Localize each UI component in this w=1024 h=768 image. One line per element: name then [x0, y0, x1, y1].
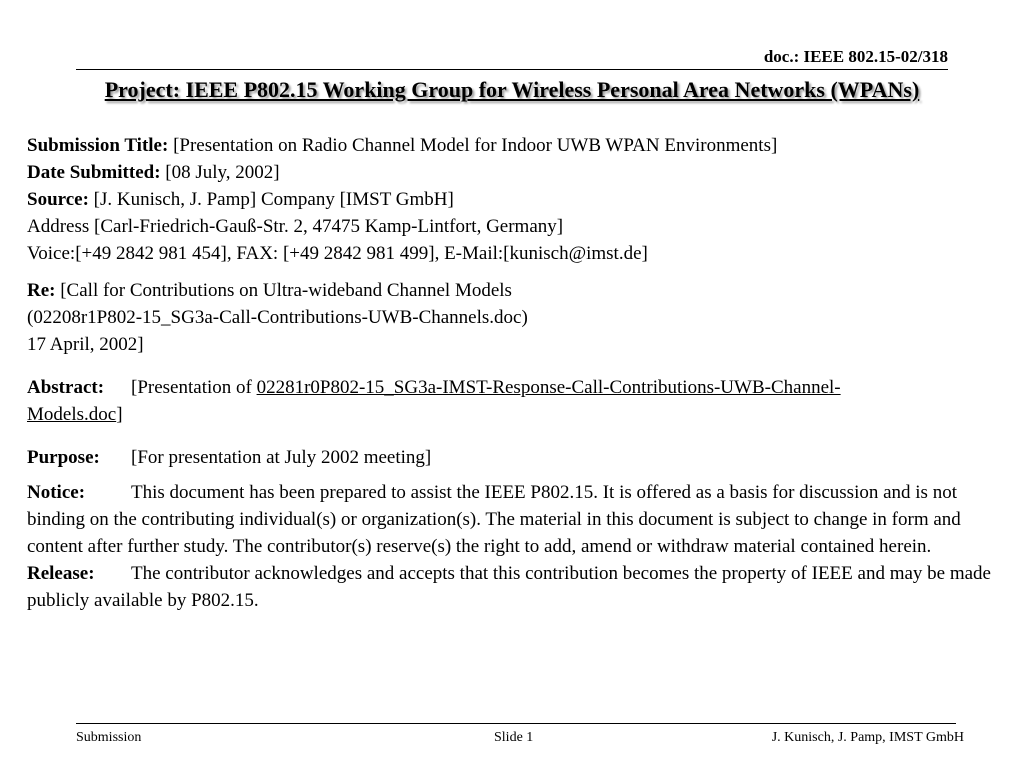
date-submitted-label: Date Submitted:	[27, 162, 161, 183]
release-paragraph	[27, 560, 1017, 614]
abstract-line	[27, 374, 1017, 428]
purpose-label: Purpose:	[27, 447, 100, 468]
submission-title-label: Submission Title:	[27, 135, 169, 156]
project-title: Project: IEEE P802.15 Working Group for Wireless Personal Area Networks (WPANs)	[104, 77, 920, 102]
release-label: Release:	[27, 563, 95, 584]
contact-line: Voice:[+49 2842 981 454], FAX: [+49 2842 981 499], E-Mail:[kunisch@imst.de]	[27, 243, 648, 264]
source-label: Source:	[27, 189, 89, 210]
footer-submission: Submission	[76, 730, 142, 745]
footer-authors: J. Kunisch, J. Pamp, IMST GmbH	[771, 730, 964, 745]
re-line	[27, 277, 1017, 304]
abstract-suffix: ]	[116, 404, 123, 425]
source-line	[27, 186, 1017, 213]
bottom-rule	[76, 723, 956, 724]
release-value: The contributor acknowledges and accepts that this contribution becomes the property of IEEE and may be made publicly available by P802.15.	[27, 563, 991, 611]
re-value-3: 17 April, 2002]	[27, 334, 144, 355]
purpose-line	[27, 444, 1017, 471]
date-submitted-line	[27, 159, 1017, 186]
re-value-1: [Call for Contributions on Ultra-wideband Channel Models	[60, 280, 512, 301]
document-body	[27, 132, 1017, 614]
notice-label: Notice:	[27, 482, 86, 503]
address-line: Address [Carl-Friedrich-Gauß-Str. 2, 47475 Kamp-Lintfort, Germany]	[27, 216, 564, 237]
re-label: Re:	[27, 280, 56, 301]
re-value-2: (02208r1P802-15_SG3a-Call-Contributions-UWB-Channels.doc)	[27, 307, 528, 328]
submission-title-value: [Presentation on Radio Channel Model for Indoor UWB WPAN Environments]	[173, 135, 778, 156]
abstract-link-part1[interactable]: 02281r0P802-15_SG3a-IMST-Response-Call-Contributions-UWB-Channel-	[256, 377, 841, 398]
abstract-prefix: [Presentation of	[131, 377, 257, 398]
notice-paragraph	[27, 479, 1017, 560]
footer-slide-number: Slide 1	[494, 730, 534, 745]
abstract-label: Abstract:	[27, 377, 105, 398]
date-submitted-value: [08 July, 2002]	[165, 162, 280, 183]
submission-title-line	[27, 132, 1017, 159]
top-rule	[76, 69, 948, 70]
notice-value: This document has been prepared to assist the IEEE P802.15. It is offered as a basis for discussion and is not binding on the contributing individual(s) or organization(s). The material in this document is subject to change in form and content after further study. The contributor(s) reserve(s) the right to add, amend or withdraw material contained herein.	[27, 482, 961, 557]
doc-id: doc.: IEEE 802.15-02/318	[763, 47, 948, 66]
abstract-link-part2[interactable]: Models.doc	[27, 404, 117, 425]
source-value: [J. Kunisch, J. Pamp] Company [IMST GmbH]	[93, 189, 454, 210]
purpose-value: [For presentation at July 2002 meeting]	[131, 447, 432, 468]
